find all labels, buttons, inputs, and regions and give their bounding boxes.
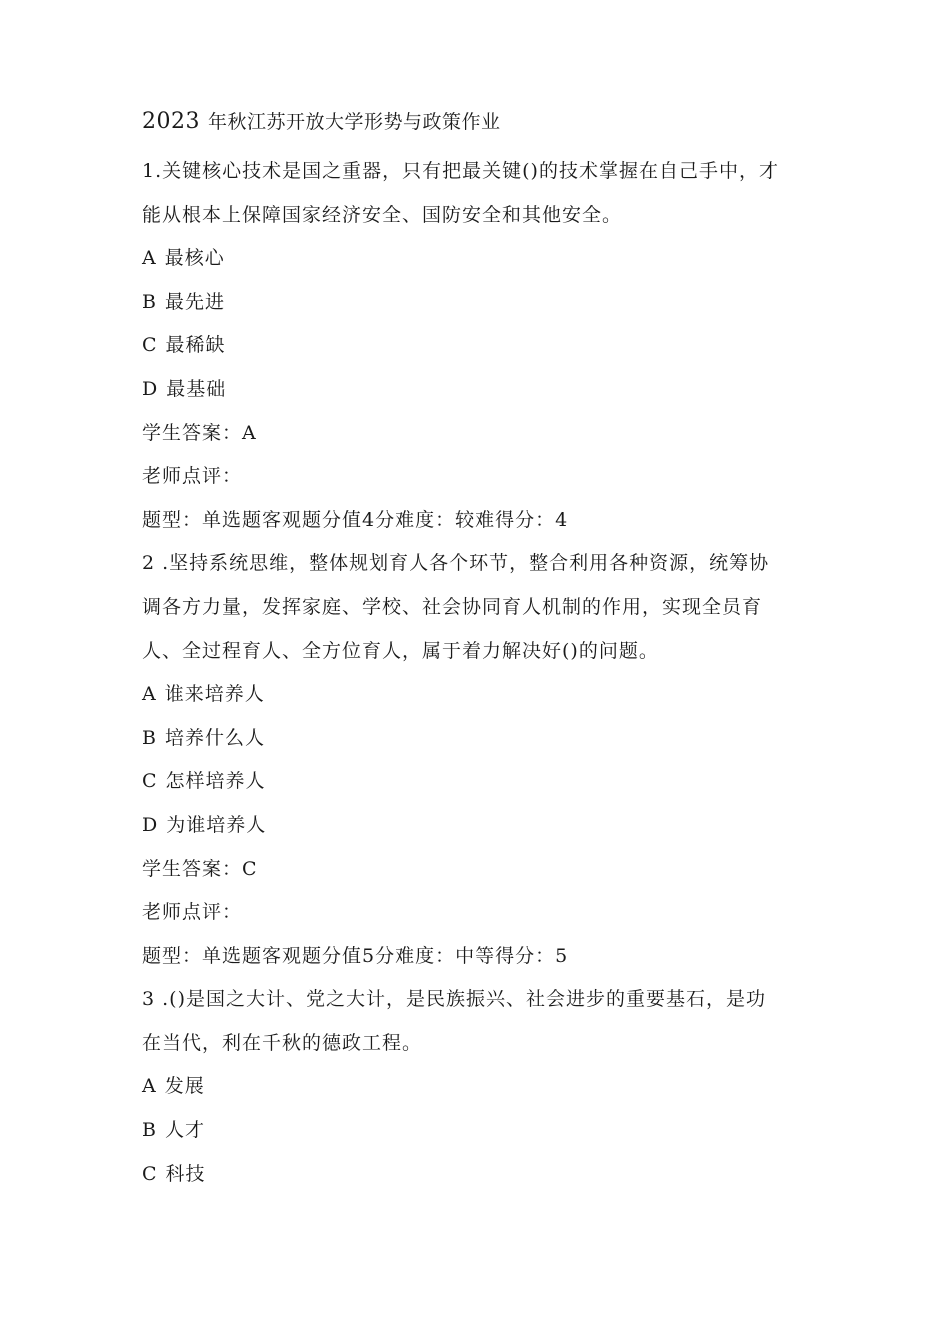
option-label: B [142, 290, 157, 313]
question-1-meta: 题型：单选题客观题分值4分难度：较难得分：4 [142, 508, 569, 531]
option-label: C [142, 334, 158, 357]
question-2-option-c [142, 760, 812, 804]
question-1-stem-line-1: 1.关键核心技术是国之重器，只有把最关键()的技术掌握在自己手中，才 [142, 160, 779, 182]
document-title [142, 104, 501, 140]
option-label: B [142, 726, 157, 749]
option-label: A [142, 683, 157, 706]
option-label: C [142, 1162, 158, 1185]
option-text: 人才 [164, 1119, 205, 1142]
question-3-stem-line-2: 在当代，利在千秋的德政工程。 [142, 1031, 423, 1054]
option-text: 谁来培养人 [164, 683, 265, 706]
question-2-teacher-review: 老师点评： [142, 901, 243, 924]
option-text: 科技 [165, 1162, 206, 1185]
option-text: 怎样培养人 [165, 770, 266, 793]
question-1 [142, 150, 812, 542]
option-label: A [142, 1075, 157, 1098]
option-text: 培养什么人 [164, 726, 265, 749]
option-label: D [142, 813, 159, 836]
question-2-meta: 题型：单选题客观题分值5分难度：中等得分：5 [142, 944, 569, 967]
title-year: 2023 [142, 109, 200, 134]
question-3-option-a [142, 1065, 812, 1109]
question-2-option-d [142, 804, 812, 848]
question-2-option-a [142, 673, 812, 717]
option-text: 为谁培养人 [166, 813, 267, 836]
option-text: 最稀缺 [165, 334, 226, 357]
option-label: B [142, 1119, 157, 1142]
option-text: 发展 [164, 1075, 205, 1098]
question-3-option-b [142, 1109, 812, 1153]
question-3 [142, 978, 812, 1196]
question-2 [142, 542, 812, 978]
question-1-stem-line-2: 能从根本上保障国家经济安全、国防安全和其他安全。 [142, 203, 623, 226]
question-3-option-c [142, 1153, 812, 1197]
question-1-teacher-review: 老师点评： [142, 465, 243, 488]
option-label: A [142, 247, 157, 270]
question-2-stem-line-2: 调各方力量，发挥家庭、学校、社会协同育人机制的作用，实现全员育 [142, 595, 763, 618]
question-3-stem-line-1: 3 .()是国之大计、党之大计，是民族振兴、社会进步的重要基石，是功 [142, 988, 766, 1011]
question-2-option-b [142, 717, 812, 761]
question-list [142, 150, 812, 1196]
option-text: 最核心 [164, 247, 225, 270]
option-label: C [142, 770, 158, 793]
question-1-student-answer: 学生答案：A [142, 421, 257, 444]
question-2-stem-line-1: 2 .坚持系统思维，整体规划育人各个环节，整合利用各种资源，统筹协 [142, 552, 770, 575]
option-label: D [142, 377, 159, 400]
question-1-option-a [142, 237, 812, 281]
question-1-option-b [142, 281, 812, 325]
question-2-stem-line-3: 人、全过程育人、全方位育人，属于着力解决好()的问题。 [142, 639, 659, 662]
option-text: 最基础 [166, 377, 227, 400]
option-text: 最先进 [164, 290, 225, 313]
question-1-option-d [142, 368, 812, 412]
title-text: 年秋江苏开放大学形势与政策作业 [208, 111, 501, 133]
question-2-student-answer: 学生答案：C [142, 857, 258, 880]
question-1-option-c [142, 324, 812, 368]
